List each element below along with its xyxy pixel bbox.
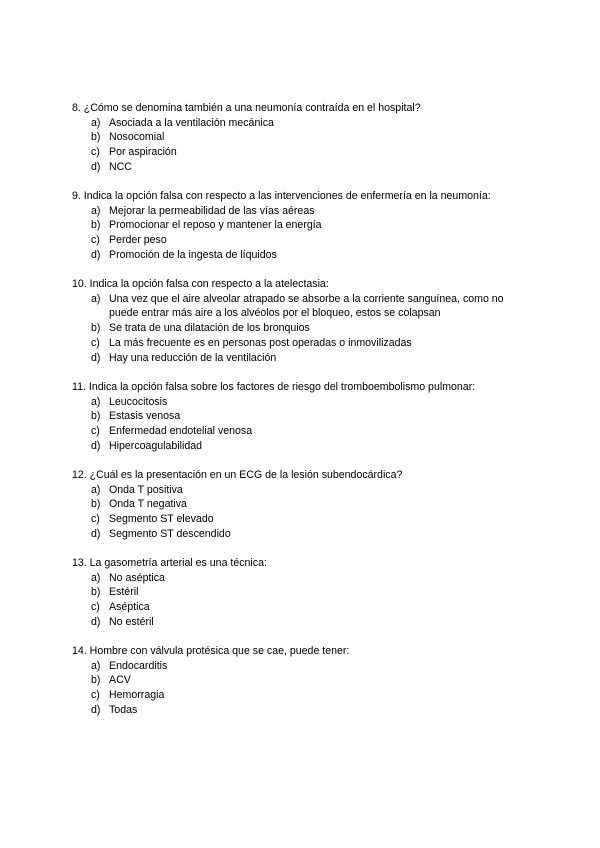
question-stem: 13. La gasometría arterial es una técnica: [72, 557, 267, 569]
option-text: Aséptica [109, 601, 150, 614]
option-letter: d) [91, 527, 101, 540]
answer-options [72, 483, 532, 542]
question-stem: 8. ¿Cómo se denomina también a una neumonía contraída en el hospital? [72, 102, 421, 114]
question-11 [72, 380, 532, 454]
answer-option-a [72, 204, 532, 219]
answer-option-d [72, 248, 532, 263]
option-text: Estéril [109, 586, 139, 599]
option-letter: c) [91, 234, 100, 247]
question-10 [72, 277, 532, 365]
question-12 [72, 468, 532, 542]
answer-option-c [72, 688, 532, 703]
option-letter: d) [91, 703, 101, 716]
option-text: Mejorar la permeabilidad de las vías aéreas [109, 204, 315, 217]
answer-option-d [72, 351, 532, 366]
option-text: Promoción de la ingesta de líquidos [109, 248, 277, 261]
question-8 [72, 101, 532, 175]
option-text: No aséptica [109, 571, 165, 584]
answer-option-b [72, 673, 532, 688]
answer-option-b [72, 497, 532, 512]
answer-option-d [72, 615, 532, 630]
option-text: Estasis venosa [109, 410, 181, 423]
question-14 [72, 644, 532, 718]
option-letter: a) [91, 483, 101, 496]
option-letter: c) [91, 601, 100, 614]
answer-option-b [72, 218, 532, 233]
option-letter: b) [91, 410, 101, 423]
answer-option-a [72, 292, 532, 321]
option-text: Hay una reducción de la ventilación [109, 351, 277, 364]
option-text: Perder peso [109, 234, 167, 247]
option-letter: c) [91, 513, 100, 526]
option-letter: d) [91, 439, 101, 452]
answer-options [72, 292, 532, 366]
answer-option-c [72, 145, 532, 160]
option-text: Enfermedad endotelial venosa [109, 425, 253, 438]
answer-option-c [72, 233, 532, 248]
option-text: Se trata de una dilatación de los bronquios [109, 322, 310, 335]
option-text: ACV [109, 674, 131, 687]
option-letter: a) [91, 204, 101, 217]
option-letter: b) [91, 586, 101, 599]
option-letter: a) [91, 116, 101, 129]
option-letter: a) [91, 571, 101, 584]
answer-option-c [72, 600, 532, 615]
option-letter: d) [91, 615, 101, 628]
answer-options [72, 204, 532, 263]
option-letter: c) [91, 425, 100, 438]
answer-options [72, 395, 532, 454]
option-text: No estéril [109, 615, 154, 628]
option-text: Segmento ST elevado [109, 513, 214, 526]
answer-option-b [72, 130, 532, 145]
answer-option-b [72, 409, 532, 424]
option-letter: a) [91, 659, 101, 672]
answer-option-d [72, 160, 532, 175]
option-letter: a) [91, 292, 101, 305]
option-letter: a) [91, 395, 101, 408]
option-text: Una vez que el aire alveolar atrapado se absorbe a la corriente sanguínea, como no puede entrar más aire a los alvéolos por el bloqueo, estos se colapsan [109, 292, 504, 320]
answer-options [72, 659, 532, 718]
answer-option-a [72, 571, 532, 586]
answer-option-c [72, 512, 532, 527]
option-letter: b) [91, 674, 101, 687]
answer-option-d [72, 439, 532, 454]
question-13 [72, 556, 532, 630]
answer-option-d [72, 527, 532, 542]
answer-option-a [72, 659, 532, 674]
question-stem: 12. ¿Cuál es la presentación en un ECG de la lesión subendocárdica? [72, 469, 403, 481]
option-text: Hemorragia [109, 689, 165, 702]
option-text: Nosocomial [109, 131, 165, 144]
option-letter: c) [91, 336, 100, 349]
option-letter: b) [91, 131, 101, 144]
answer-option-a [72, 116, 532, 131]
option-letter: b) [91, 498, 101, 511]
option-text: Leucocitosis [109, 395, 168, 408]
option-text: Endocarditis [109, 659, 168, 672]
option-letter: c) [91, 146, 100, 159]
answer-option-b [72, 585, 532, 600]
option-letter: d) [91, 248, 101, 261]
option-text: Promocionar el reposo y mantener la energía [109, 219, 322, 232]
answer-options [72, 116, 532, 175]
option-text: Asociada a la ventilación mecánica [109, 116, 274, 129]
question-stem: 11. Indica la opción falsa sobre los factores de riesgo del tromboembolismo pulmonar: [72, 381, 476, 393]
option-letter: d) [91, 160, 101, 173]
option-letter: d) [91, 351, 101, 364]
answer-option-a [72, 483, 532, 498]
answer-option-b [72, 321, 532, 336]
answer-option-c [72, 336, 532, 351]
option-text: La más frecuente es en personas post operadas o inmovilizadas [109, 336, 412, 349]
option-text: Por aspiración [109, 146, 177, 159]
option-text: Onda T positiva [109, 483, 183, 496]
option-letter: c) [91, 689, 100, 702]
answer-option-c [72, 424, 532, 439]
option-text: Hipercoagulabilidad [109, 439, 203, 452]
option-letter: b) [91, 219, 101, 232]
option-text: NCC [109, 160, 132, 173]
option-text: Todas [109, 703, 138, 716]
option-text: Onda T negativa [109, 498, 187, 511]
question-9 [72, 189, 532, 263]
answer-options [72, 571, 532, 630]
answer-option-d [72, 703, 532, 718]
question-stem: 14. Hombre con válvula protésica que se cae, puede tener: [72, 645, 350, 657]
question-stem: 9. Indica la opción falsa con respecto a las intervenciones de enfermería en la neumonía: [72, 190, 491, 202]
option-text: Segmento ST descendido [109, 527, 231, 540]
question-stem: 10. Indica la opción falsa con respecto a la atelectasia: [72, 278, 329, 290]
option-letter: b) [91, 322, 101, 335]
answer-option-a [72, 395, 532, 410]
